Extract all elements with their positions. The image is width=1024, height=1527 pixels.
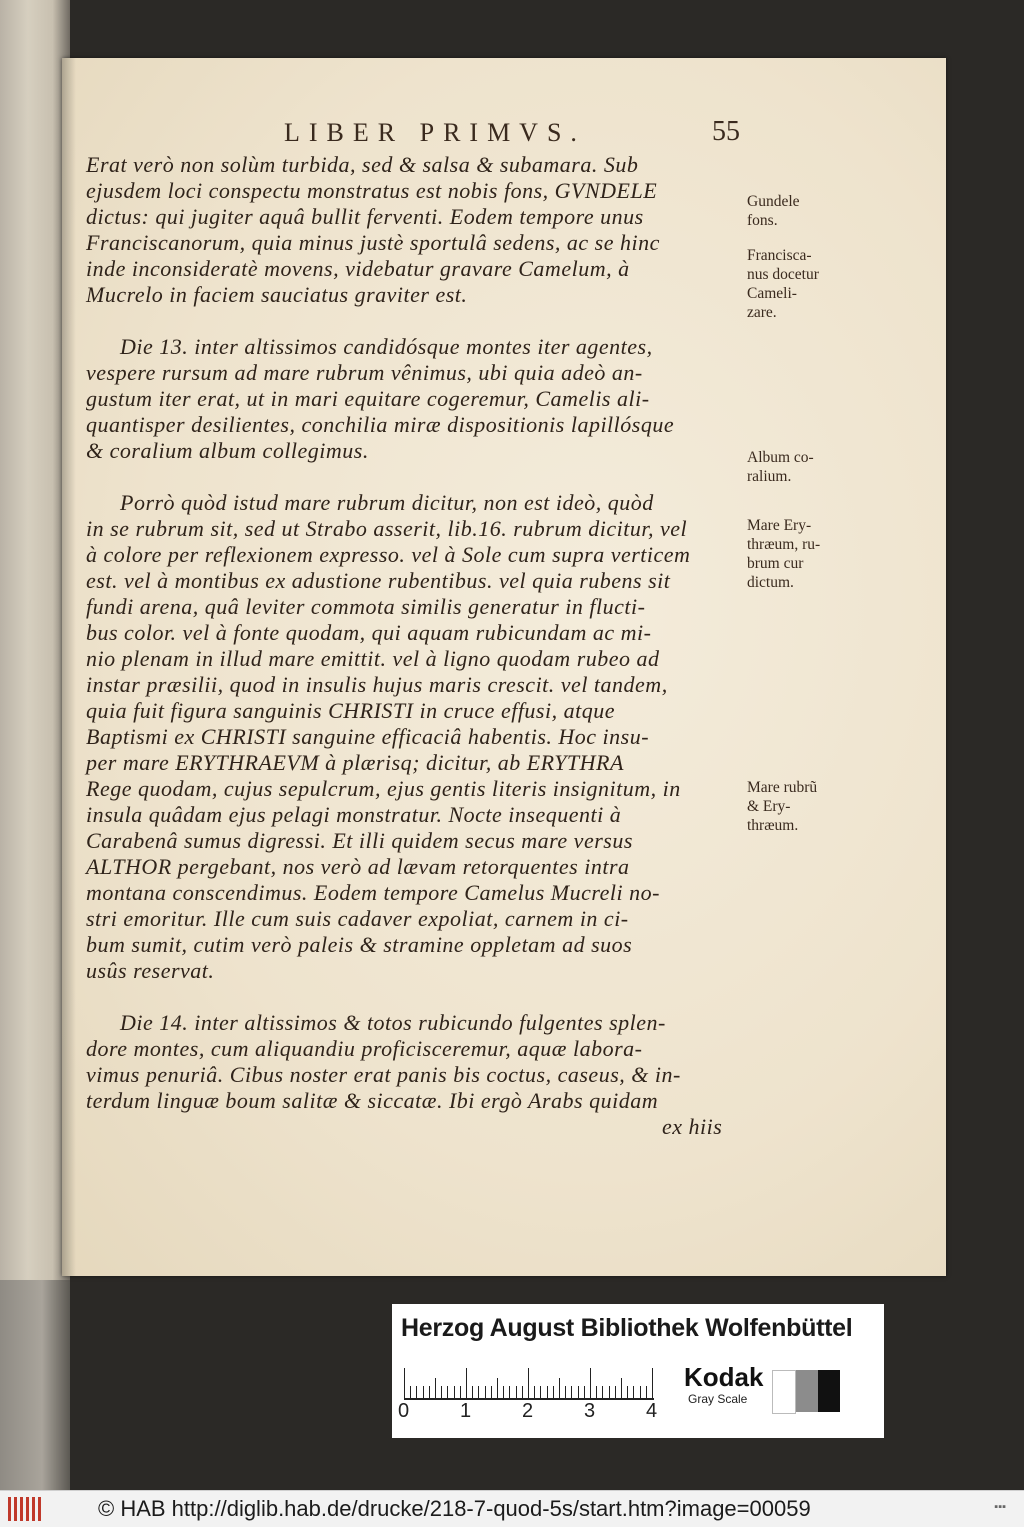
- text-line: quia fuit figura sanguinis CHRISTI in cruce effusi, atque: [86, 698, 615, 723]
- text-line: gustum iter erat, ut in mari equitare cogeremur, Camelis ali-: [86, 386, 650, 411]
- ruler-tick: [621, 1378, 622, 1398]
- text-line: usûs reservat.: [86, 958, 215, 983]
- footer-url[interactable]: © HAB http://diglib.hab.de/drucke/218-7-quod-5s/start.htm?image=00059: [98, 1496, 811, 1521]
- marginal-note-line: thræum, ru-: [747, 536, 821, 553]
- marginal-note-line: Mare rubrũ: [747, 779, 818, 796]
- ruler-tick: [578, 1386, 579, 1398]
- ruler-tick: [565, 1386, 566, 1398]
- ruler-tick: [485, 1386, 486, 1398]
- library-name: Herzog August Bibliothek Wolfenbüttel: [401, 1314, 853, 1342]
- marginal-note-line: Mare Ery-: [747, 517, 812, 534]
- ruler-tick: [652, 1368, 653, 1398]
- text-line: insula quâdam ejus pelagi monstratur. Nocte insequenti à: [86, 802, 622, 827]
- ruler-tick: [435, 1378, 436, 1398]
- ruler-tick: [633, 1386, 634, 1398]
- ruler-tick: [559, 1378, 560, 1398]
- page-number: 55: [712, 116, 740, 147]
- marginal-note-line: fons.: [747, 212, 778, 229]
- text-line: inde inconsideratè movens, videbatur gravare Camelum, à: [86, 256, 630, 281]
- scale-ruler: [404, 1366, 654, 1400]
- ruler-tick: [423, 1386, 424, 1398]
- text-line: Baptismi ex CHRISTI sanguine efficaciâ habentis. Hoc insu-: [86, 724, 650, 749]
- ruler-tick: [547, 1386, 548, 1398]
- ruler-tick: [516, 1386, 517, 1398]
- marginal-note-line: Francisca-: [747, 247, 812, 264]
- text-line: in se rubrum sit, sed ut Strabo asserit, lib.16. rubrum dicitur, vel: [86, 516, 688, 541]
- gray-swatch-mid: [796, 1370, 818, 1412]
- text-line: Die 13. inter altissimos candidósque montes iter agentes,: [120, 334, 653, 359]
- text-line: dore montes, cum aliquandiu proficisceremur, aquæ labora-: [86, 1036, 643, 1061]
- text-line: à colore per reflexionem expresso. vel à Sole cum supra verticem: [86, 542, 691, 567]
- ruler-tick: [509, 1386, 510, 1398]
- footer-mark: ▪▪▪: [994, 1501, 1006, 1513]
- marginal-note-line: Gundele: [747, 193, 800, 210]
- text-line: dictus: qui jugiter aquâ bullit ferventi. Eodem tempore unus: [86, 204, 644, 229]
- text-line: est. vel à montibus ex adustione rubentibus. vel quia rubens sit: [86, 568, 671, 593]
- marginal-note-line: brum cur: [747, 555, 804, 572]
- text-line: Franciscanorum, quia minus justè sportulâ sedens, ac se hinc: [86, 230, 660, 255]
- text-line: ex hiis: [662, 1114, 723, 1139]
- text-line: montana conscendimus. Eodem tempore Camelus Mucreli no-: [86, 880, 660, 905]
- text-line: quantisper desilientes, conchilia miræ dispositionis lapillósque: [86, 412, 675, 437]
- text-line: Carabenâ sumus digressi. Et illi quidem secus mare versus: [86, 828, 633, 853]
- ruler-tick: [472, 1386, 473, 1398]
- ruler-number: 4: [646, 1400, 658, 1422]
- ruler-tick: [553, 1386, 554, 1398]
- previous-page-bleed: [0, 150, 60, 1250]
- text-line: Porrò quòd istud mare rubrum dicitur, non est ideò, quòd: [120, 490, 654, 515]
- ruler-tick: [534, 1386, 535, 1398]
- text-line: nio plenam in illud mare emittit. vel à ligno quodam rubeo ad: [86, 646, 660, 671]
- ruler-tick: [447, 1386, 448, 1398]
- running-head: [270, 118, 740, 154]
- gray-scale-label: Gray Scale: [688, 1392, 748, 1406]
- gray-swatch-white: [772, 1370, 796, 1414]
- marginal-note-line: zare.: [747, 304, 777, 321]
- ruler-tick: [460, 1386, 461, 1398]
- ruler-tick: [491, 1386, 492, 1398]
- ruler-tick: [503, 1386, 504, 1398]
- ruler-tick: [627, 1386, 628, 1398]
- text-line: vespere rursum ad mare rubrum vênimus, ubi quia adeò an-: [86, 360, 643, 385]
- ruler-tick: [571, 1386, 572, 1398]
- gutter-shadow: [62, 58, 76, 1276]
- marginal-note: [747, 192, 857, 230]
- ruler-tick: [528, 1368, 529, 1398]
- ruler-tick: [478, 1386, 479, 1398]
- text-line: & coralium album collegimus.: [86, 438, 369, 463]
- marginal-note: [747, 516, 857, 592]
- ruler-tick: [522, 1386, 523, 1398]
- marginal-note: [747, 448, 857, 486]
- hab-logo-icon: [8, 1497, 46, 1521]
- ruler-tick: [646, 1386, 647, 1398]
- text-line: bum sumit, cutim verò paleis & stramine oppletam ad suos: [86, 932, 633, 957]
- text-line: stri emoritur. Ille cum suis cadaver expoliat, carnem in ci-: [86, 906, 629, 931]
- previous-page-edge-lower: [0, 1280, 70, 1490]
- text-line: Mucrelo in faciem sauciatus graviter est.: [86, 282, 468, 307]
- text-line: Erat verò non solùm turbida, sed & salsa & subamara. Sub: [86, 152, 639, 177]
- ruler-tick: [454, 1386, 455, 1398]
- running-head-title: LIBER PRIMVS.: [284, 118, 586, 147]
- footer-bar: [0, 1490, 1024, 1527]
- ruler-number: 2: [522, 1400, 534, 1422]
- ruler-tick: [584, 1386, 585, 1398]
- text-line: ALTHOR pergebant, nos verò ad lævam retorquentes intra: [86, 854, 630, 879]
- text-line: ejusdem loci conspectu monstratus est nobis fons, GVNDELE: [86, 178, 658, 203]
- ruler-tick: [416, 1386, 417, 1398]
- ruler-tick: [596, 1386, 597, 1398]
- ruler-tick: [466, 1368, 467, 1398]
- marginal-note-line: ralium.: [747, 468, 792, 485]
- marginal-note-line: & Ery-: [747, 798, 791, 815]
- ruler-tick: [540, 1386, 541, 1398]
- text-line: fundi arena, quâ leviter commota similis generatur in flucti-: [86, 594, 646, 619]
- marginal-note-line: Album co-: [747, 449, 814, 466]
- text-line: instar præsilii, quod in insulis hujus maris crescit. vel tandem,: [86, 672, 668, 697]
- marginal-note: [747, 778, 857, 835]
- ruler-tick: [429, 1386, 430, 1398]
- ruler-tick: [404, 1368, 405, 1398]
- text-line: Rege quodam, cujus sepulcrum, ejus gentis literis insignitum, in: [86, 776, 681, 801]
- ruler-tick: [590, 1368, 591, 1398]
- marginal-note-line: Cameli-: [747, 285, 797, 302]
- ruler-number: 3: [584, 1400, 596, 1422]
- ruler-tick: [615, 1386, 616, 1398]
- ruler-number: 1: [460, 1400, 472, 1422]
- text-line: Die 14. inter altissimos & totos rubicundo fulgentes splen-: [120, 1010, 666, 1035]
- text-line: terdum linguæ boum salitæ & siccatæ. Ibi ergò Arabs quidam: [86, 1088, 659, 1113]
- marginal-note-line: nus docetur: [747, 266, 819, 283]
- text-line: bus color. vel à fonte quodam, qui aquam rubicundam ac mi-: [86, 620, 652, 645]
- ruler-number: 0: [398, 1400, 410, 1422]
- marginal-note-line: dictum.: [747, 574, 794, 591]
- marginal-note-line: thræum.: [747, 817, 799, 834]
- ruler-tick: [640, 1386, 641, 1398]
- marginal-note: [747, 246, 857, 322]
- ruler-tick: [602, 1386, 603, 1398]
- text-line: per mare ERYTHRAEVM à plærisq; dicitur, ab ERYTHRA: [86, 750, 624, 775]
- ruler-tick: [497, 1378, 498, 1398]
- ruler-tick: [441, 1386, 442, 1398]
- library-card: [392, 1304, 884, 1438]
- text-line: vimus penuriâ. Cibus noster erat panis bis coctus, caseus, & in-: [86, 1062, 681, 1087]
- ruler-tick: [609, 1386, 610, 1398]
- ruler-tick: [410, 1386, 411, 1398]
- kodak-logo: Kodak: [684, 1362, 764, 1392]
- gray-swatch-black: [818, 1370, 840, 1412]
